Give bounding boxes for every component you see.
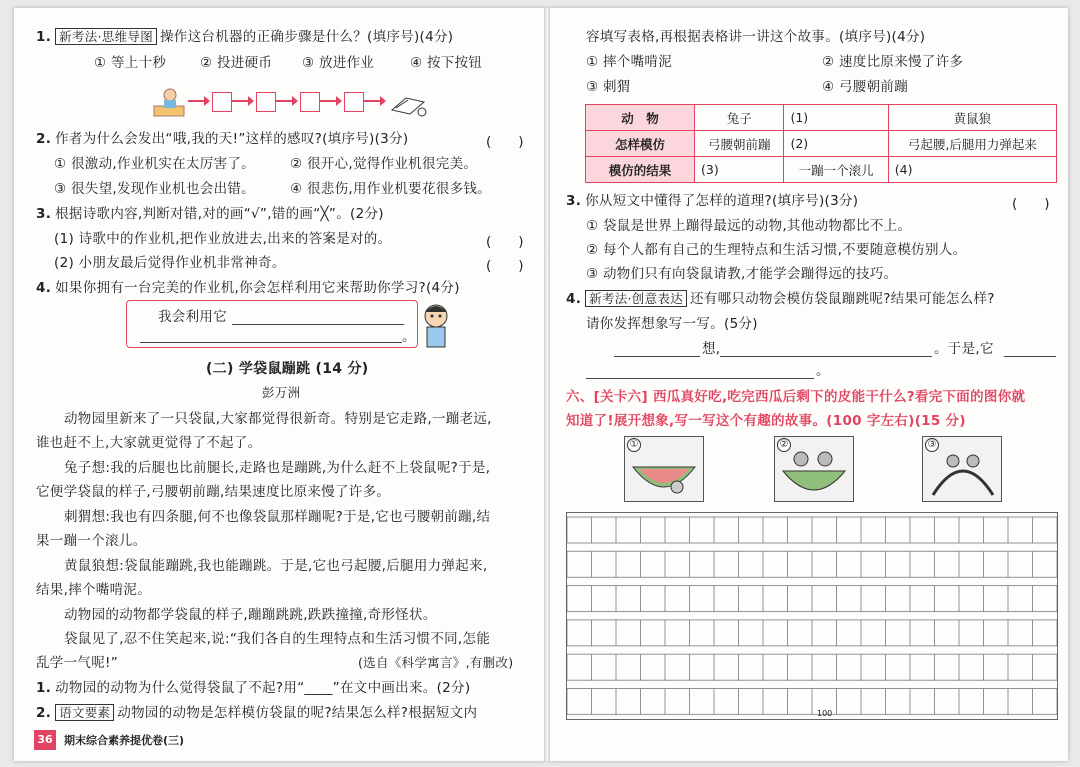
homework-book-icon: [388, 88, 428, 118]
story-paragraph-1-cont: 谁也赶不上,大家就更觉得了不起了。: [36, 435, 262, 451]
story-author: 彭万洲: [262, 385, 301, 400]
sq1-text: 动物园的动物为什么觉得袋鼠了不起?用“____”在文中画出来。(2分): [55, 680, 471, 696]
story-source: (选自《科学寓言》,有删改): [358, 655, 514, 670]
q3-answer-paren-2[interactable]: ( ): [486, 258, 524, 274]
q2-option-2: ② 很开心,觉得作业机很完美。: [290, 156, 478, 172]
q4-number: 4.: [36, 280, 52, 296]
q1-option-4: ④ 按下按钮: [410, 55, 483, 71]
sq4-end-mark: 。: [816, 363, 830, 379]
sq3-number: 3.: [566, 193, 582, 209]
comic-panel-1: [624, 436, 704, 502]
table-header-cell: 模仿的结果: [586, 157, 695, 183]
q4-text: 如果你拥有一台完美的作业机,你会怎样利用它来帮助你学习?(4分): [55, 280, 460, 296]
q1-option-3: ③ 放进作业: [302, 55, 375, 71]
table-header-cell: 怎样模仿: [586, 131, 695, 157]
machine-flow-diagram: [152, 86, 432, 118]
question-1: [36, 28, 453, 46]
sq4-tag: 新考法·创意表达: [585, 290, 687, 307]
q3-text: 根据诗歌内容,判断对错,对的画“√”,错的画“╳”。(2分): [55, 206, 384, 222]
story-paragraph-2: 兔子想:我的后腿也比前腿长,走路也是蹦跳,为什么赶不上袋鼠呢?于是,: [64, 460, 491, 476]
question-4: [36, 279, 460, 297]
question-3: [36, 205, 384, 223]
sq3-option-3: ③ 动物们只有向袋鼠请教,才能学会蹦得远的技巧。: [586, 266, 898, 282]
sq2-text: 动物园的动物是怎样模仿袋鼠的呢?结果怎么样?根据短文内: [117, 705, 478, 721]
table-row: [586, 157, 1057, 183]
question-2: [36, 130, 408, 148]
table-option-4: ④ 弓腰朝前蹦: [822, 79, 908, 95]
section-title: (二) 学袋鼠蹦跳 (14 分): [206, 361, 369, 377]
q4-end-mark: 。: [402, 329, 416, 345]
q1-option-2: ② 投进硬币: [200, 55, 273, 71]
q1-option-1: ① 等上十秒: [94, 55, 167, 71]
sq4-blank-3[interactable]: [1004, 356, 1056, 357]
q3-statement-1: (1) 诗歌中的作业机,把作业放进去,出来的答案是对的。: [54, 231, 392, 247]
table-header-cell: 动 物: [586, 105, 695, 131]
story-paragraph-4-cont: 结果,摔个嘴啃泥。: [36, 582, 151, 598]
table-answer-cell[interactable]: (2): [784, 131, 888, 157]
sq4-word-2: 。于是,它: [934, 341, 994, 357]
book-spine: [544, 8, 550, 761]
story-paragraph-2-cont: 它便学袋鼠的样子,弓腰朝前蹦,结果速度比原来慢了许多。: [36, 484, 391, 500]
q1-tag: 新考法·思维导图: [55, 28, 157, 45]
page-footer: [14, 730, 546, 761]
q4-lead-text: 我会利用它: [158, 309, 227, 325]
panel-number: ①: [627, 438, 641, 452]
panel-number: ③: [925, 438, 939, 452]
sq2-continuation: 容填写表格,再根据表格讲一讲这个故事。(填序号)(4分): [586, 29, 926, 45]
q3-number: 3.: [36, 206, 52, 222]
table-cell: 弓腰朝前蹦: [695, 131, 784, 157]
table-row: [586, 131, 1057, 157]
table-cell: 兔子: [695, 105, 784, 131]
sq3-option-1: ① 袋鼠是世界上蹦得最远的动物,其他动物都比不上。: [586, 218, 912, 234]
q4-answer-line-1[interactable]: [232, 324, 404, 325]
story-paragraph-4: 黄鼠狼想:袋鼠能蹦跳,我也能蹦跳。于是,它也弓起腰,后腿用力弹起来,: [64, 558, 488, 574]
story-paragraph-6-cont: 乱学一气呢!”: [36, 655, 119, 671]
sq4-word-1: 想,: [702, 341, 721, 357]
sq4-blank-1[interactable]: [614, 356, 700, 357]
story-question-2: [36, 704, 477, 722]
sq2-tag: 语文要素: [55, 704, 114, 721]
story-question-4: [566, 290, 995, 308]
story-paragraph-3-cont: 果一蹦一个滚儿。: [36, 533, 147, 549]
q2-number: 2.: [36, 131, 52, 147]
table-cell: 黄鼠狼: [888, 105, 1056, 131]
q2-answer-paren[interactable]: ( ): [486, 134, 524, 150]
sq4-text-2: 请你发挥想象写一写。(5分): [586, 316, 758, 332]
q2-option-3: ③ 很失望,发现作业机也会出错。: [54, 181, 255, 197]
table-cell: 一蹦一个滚儿: [784, 157, 888, 183]
story-paragraph-1: 动物园里新来了一只袋鼠,大家都觉得很新奇。特别是它走路,一蹦老远,: [64, 411, 492, 427]
q2-option-1: ① 很激动,作业机实在太厉害了。: [54, 156, 255, 172]
thinking-child-icon: [414, 300, 456, 350]
flow-arrow: [364, 100, 384, 102]
child-at-desk-icon: [152, 86, 186, 118]
sq2-number: 2.: [36, 705, 52, 721]
flow-arrow: [320, 100, 340, 102]
table-answer-cell[interactable]: (1): [784, 105, 888, 131]
grid-count-label: 100: [817, 709, 833, 718]
answer-box-3[interactable]: [300, 92, 320, 112]
sq3-option-2: ② 每个人都有自己的生理特点和生活习惯,不要随意模仿别人。: [586, 242, 967, 258]
story-paragraph-6: 袋鼠见了,忍不住笑起来,说:“我们各自的生理特点和生活习惯不同,怎能: [64, 631, 491, 647]
sq4-text: 还有哪只动物会模仿袋鼠蹦跳呢?结果可能怎么样?: [690, 291, 995, 307]
table-option-2: ② 速度比原来慢了许多: [822, 54, 964, 70]
flow-arrow: [232, 100, 252, 102]
sq4-number: 4.: [566, 291, 582, 307]
paper-title: 期末综合素养提优卷(三): [64, 734, 185, 747]
flow-arrow: [188, 100, 208, 102]
q2-option-4: ④ 很悲伤,用作业机要花很多钱。: [290, 181, 491, 197]
table-answer-cell[interactable]: (4): [888, 157, 1056, 183]
flow-arrow: [276, 100, 296, 102]
story-question-1: [36, 679, 470, 697]
story-question-3: [566, 192, 858, 210]
sq4-blank-2[interactable]: [720, 356, 932, 357]
sq3-answer-paren[interactable]: ( ): [1012, 196, 1050, 212]
page-number: 36: [34, 730, 56, 750]
comic-panel-3: [922, 436, 1002, 502]
table-row: [586, 105, 1057, 131]
writing-grid-cells: [567, 513, 1057, 719]
q2-text: 作者为什么会发出“哦,我的天!”这样的感叹?(填序号)(3分): [55, 131, 409, 147]
q4-answer-line-2[interactable]: [140, 342, 402, 343]
answer-box-2[interactable]: [256, 92, 276, 112]
writing-grid[interactable]: [566, 512, 1058, 720]
table-cell: 弓起腰,后腿用力弹起来: [888, 131, 1056, 157]
q1-number: 1.: [36, 29, 52, 45]
answer-box-4[interactable]: [344, 92, 364, 112]
section-six-line-2: 知道了!展开想象,写一写这个有趣的故事。(100 字左右)(15 分): [566, 413, 966, 429]
section-six-line-1: 六、[关卡六] 西瓜真好吃,吃完西瓜后剩下的皮能干什么?看完下面的图你就: [566, 389, 1026, 405]
sq3-text: 你从短文中懂得了怎样的道理?(填序号)(3分): [585, 193, 859, 209]
answer-box-1[interactable]: [212, 92, 232, 112]
story-paragraph-3: 刺猬想:我也有四条腿,何不也像袋鼠那样蹦呢?于是,它也弓腰朝前蹦,结: [64, 509, 491, 525]
table-option-1: ① 摔个嘴啃泥: [586, 54, 672, 70]
panel-number: ②: [777, 438, 791, 452]
q1-text: 操作这台机器的正确步骤是什么？(填序号)(4分): [160, 29, 454, 45]
story-paragraph-5: 动物园的动物都学袋鼠的样子,蹦蹦跳跳,跌跌撞撞,奇形怪状。: [64, 607, 437, 623]
imitation-table: [585, 104, 1057, 183]
q3-statement-2: (2) 小朋友最后觉得作业机非常神奇。: [54, 255, 286, 271]
table-answer-cell[interactable]: (3): [695, 157, 784, 183]
comic-panel-2: [774, 436, 854, 502]
sq1-number: 1.: [36, 680, 52, 696]
sq4-blank-4[interactable]: [586, 378, 814, 379]
q3-answer-paren-1[interactable]: ( ): [486, 234, 524, 250]
table-option-3: ③ 刺猬: [586, 79, 631, 95]
